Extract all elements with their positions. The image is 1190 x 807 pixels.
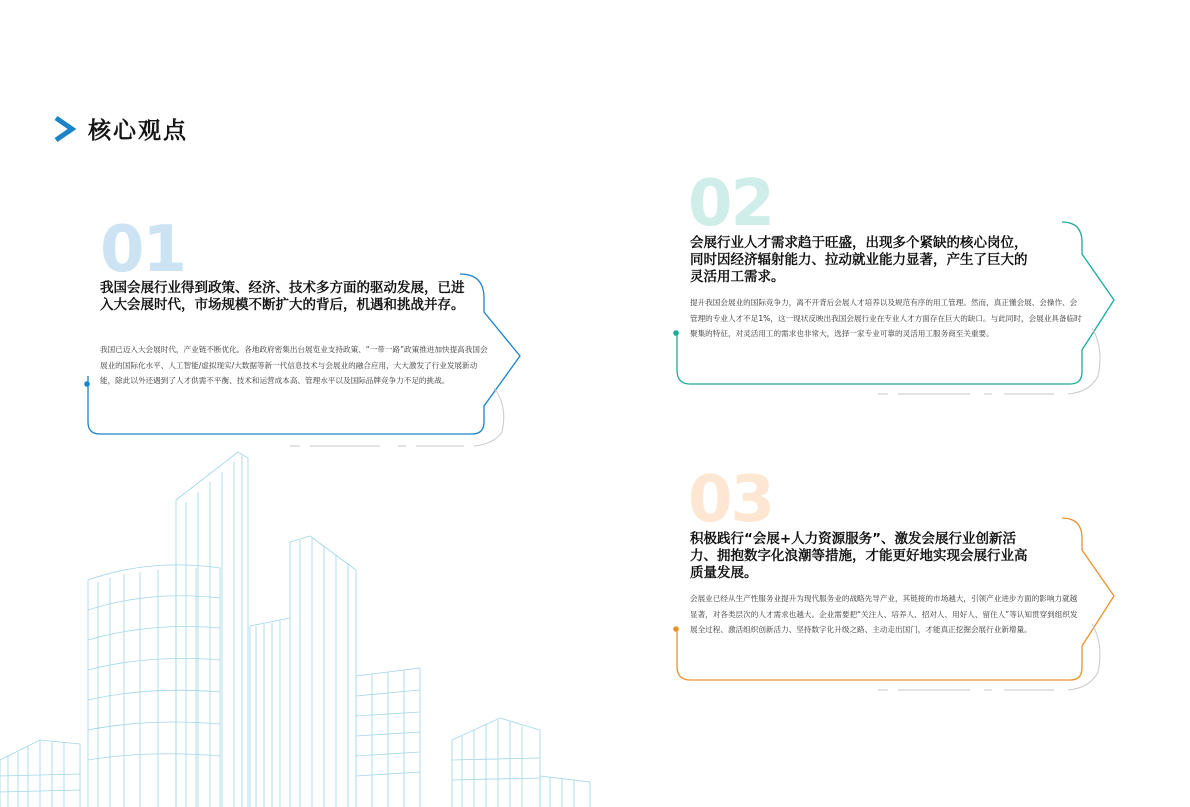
card-heading: 会展行业人才需求趋于旺盛，出现多个紧缺的核心岗位，同时因经济辐射能力、拉动就业能力显著，产生了巨大的灵活用工需求。 <box>690 235 1028 285</box>
viewpoint-card-3 <box>670 463 1120 708</box>
section-title-text: 核心观点 <box>88 118 188 144</box>
card-heading: 我国会展行业得到政策、经济、技术多方面的驱动发展，已进入大会展时代，市场规模不断扩大的背后，机遇和挑战并存。 <box>100 280 465 313</box>
card-heading: 积极践行“会展+人力资源服务”、激发会展行业创新活力、拥抱数字化浪潮等措施，才能更好地实现会展行业高质量发展。 <box>690 531 1028 581</box>
viewpoint-card-2 <box>670 167 1120 412</box>
viewpoint-card-1 <box>80 213 530 458</box>
card-number: 01 <box>100 213 186 287</box>
city-skyline-illustration <box>0 440 640 807</box>
card-body: 会展业已经从生产性服务业提升为现代服务业的战略先导产业，其链接的市场越大，引领产业进步方面的影响力就越显著，对各类层次的人才需求也越大。企业需要把“关注人、培养人、招对人、用好人、留住人”等认知贯穿到组织发展全过程、激活组织创新活力、坚持数字化升级之路、主动走出国门，才能真正挖掘会展行业新增量。 <box>690 594 1078 634</box>
card-number: 02 <box>688 167 774 241</box>
card-body: 提升我国会展业的国际竞争力，离不开背后会展人才培养以及规范有序的用工管理。然而，真正懂会展、会操作、会管理的专业人才不足1%，这一现状反映出我国会展行业在专业人才方面存在巨大的缺口。与此同时，会展业具备临时聚集的特征，对灵活用工的需求也非常大，选择一家专业可靠的灵活用工服务商至关重要。 <box>690 298 1082 338</box>
card-number: 03 <box>688 463 774 537</box>
card-body: 我国已迈入大会展时代，产业链不断优化。各地政府密集出台展览业支持政策、“一带一路”政策推进加快提高我国会展业的国际化水平、人工智能/虚拟现实/大数据等新一代信息技术与会展业的融合应用，大大激发了行业发展新动能，除此以外还遇到了人才供需不平衡、技术和运营成本高、管理水平以及国际品牌竞争力不足的挑战。 <box>100 345 488 385</box>
section-title <box>52 112 188 145</box>
chevron-right-icon <box>52 115 78 143</box>
